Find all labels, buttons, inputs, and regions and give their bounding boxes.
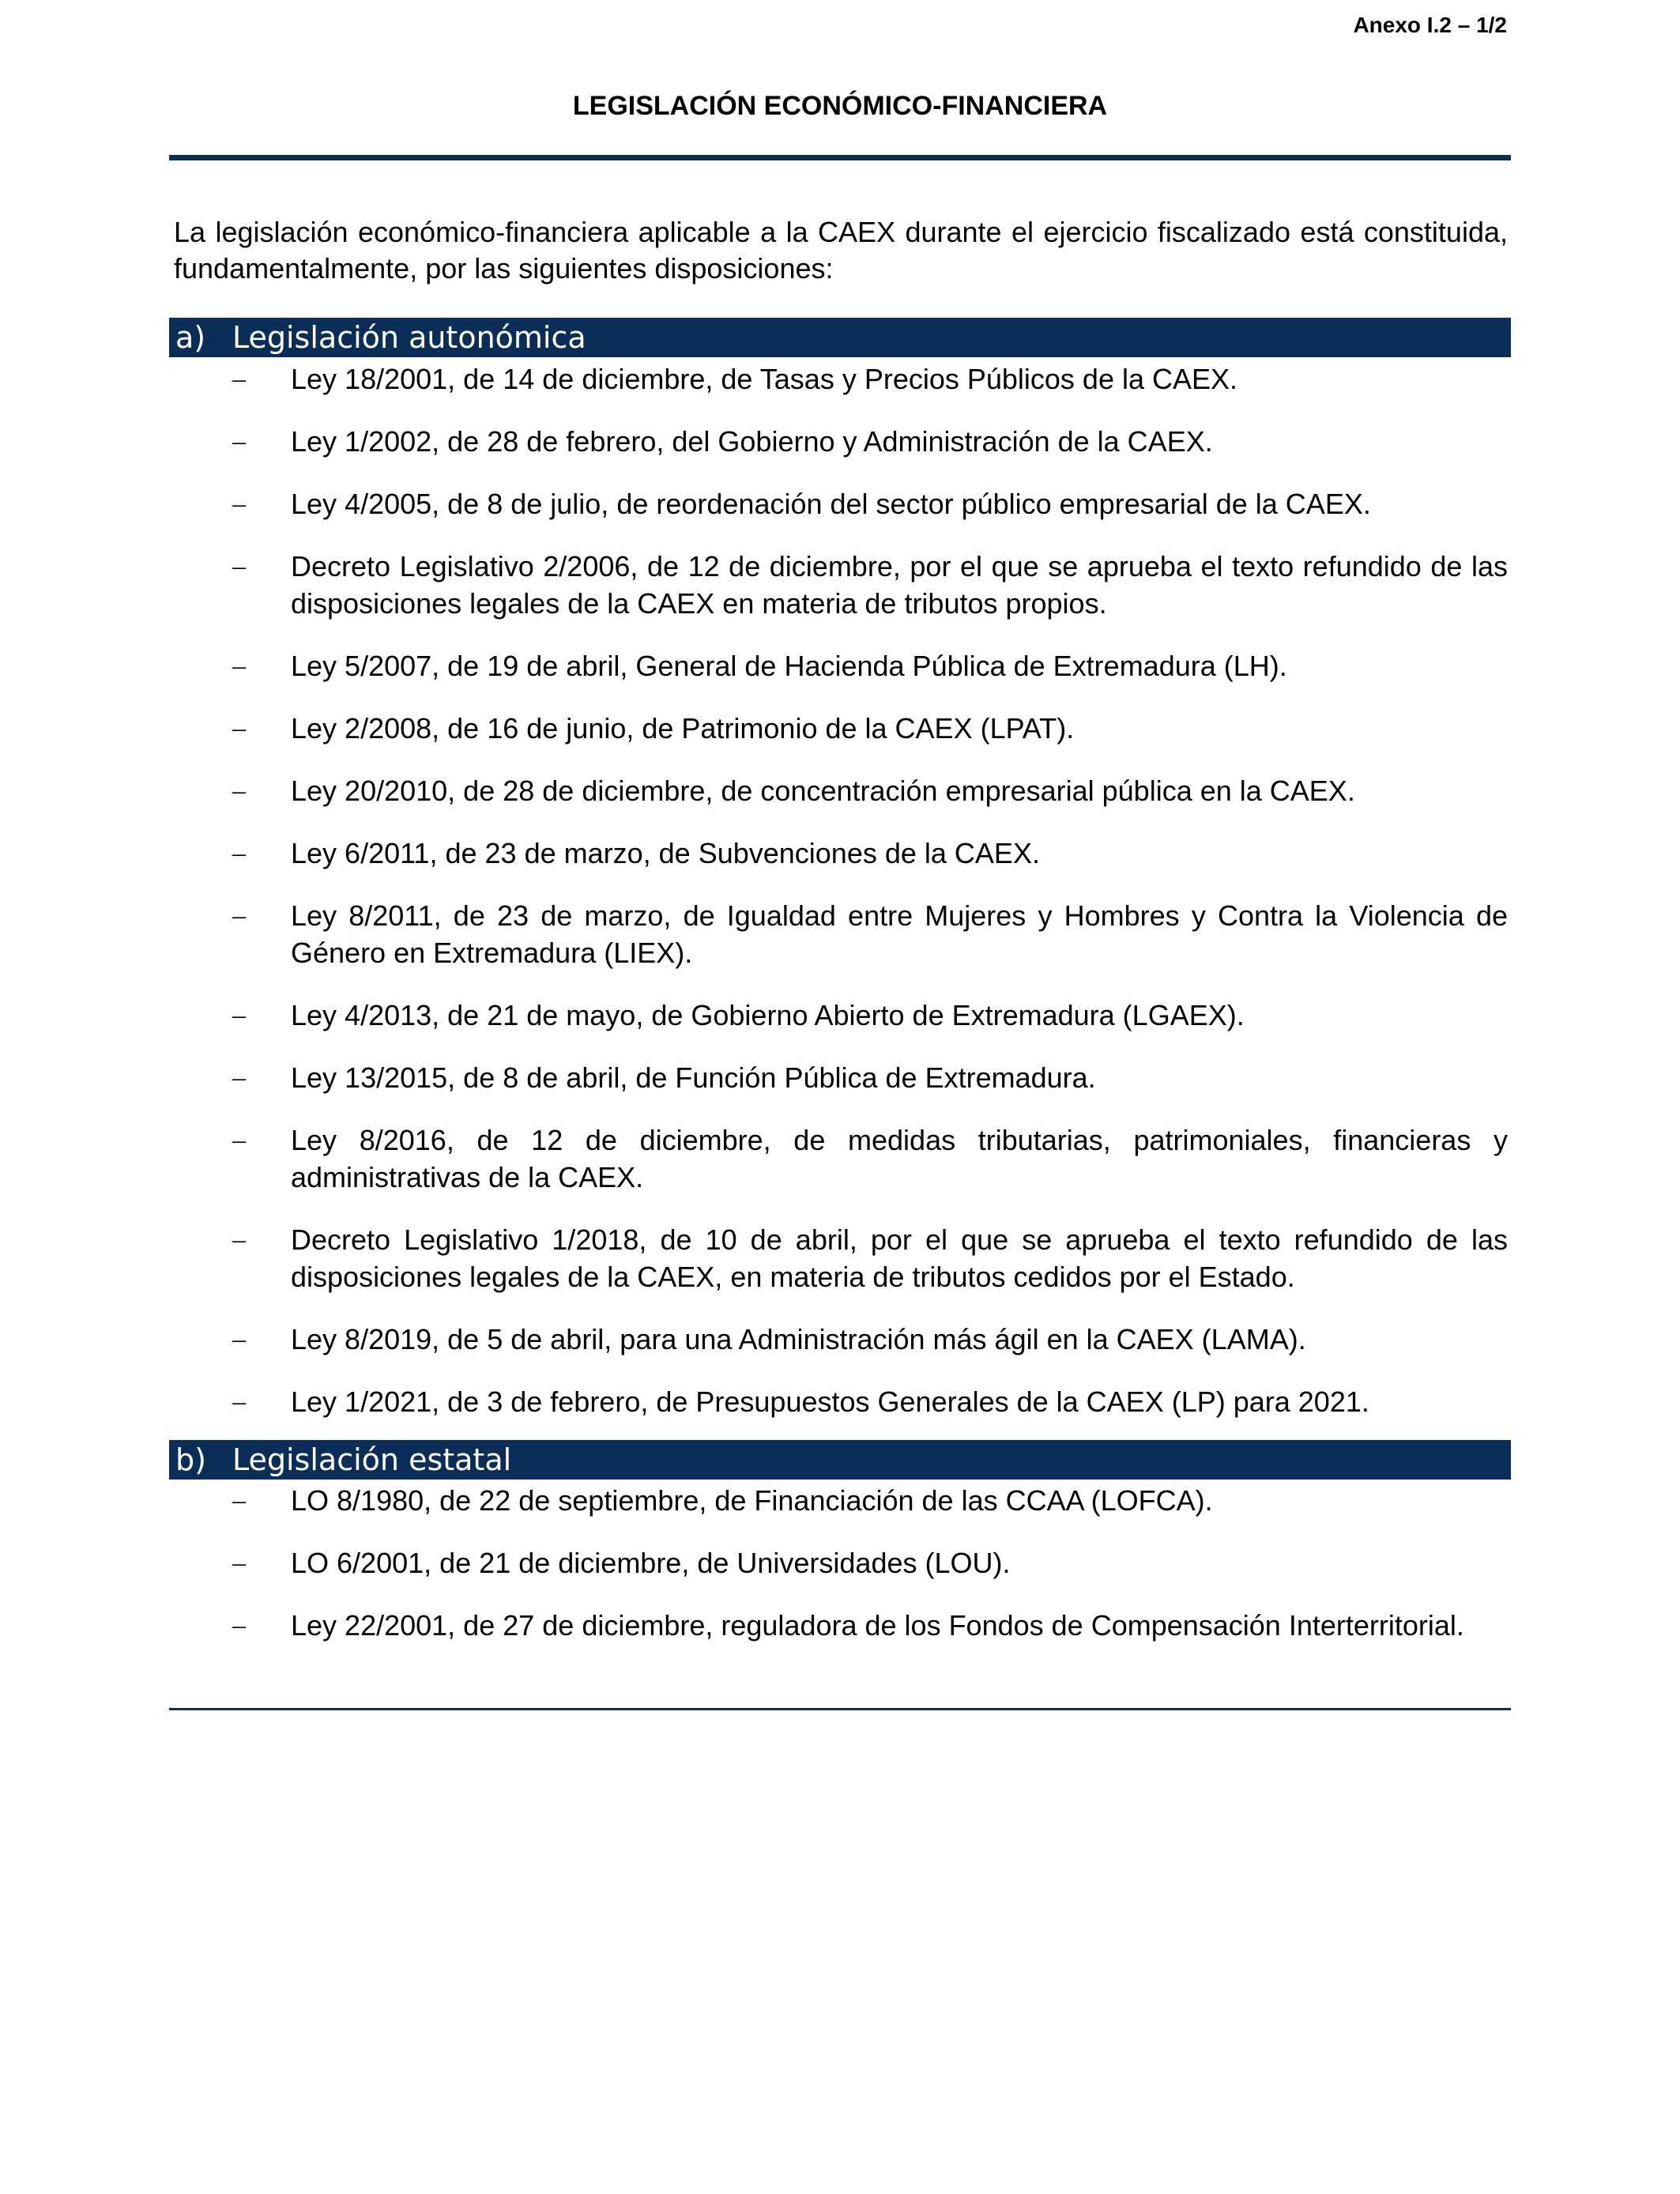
list-item-text: Ley 18/2001, de 14 de diciembre, de Tasas y Precios Públicos de la CAEX.: [291, 363, 1238, 395]
list-item: [229, 1544, 1508, 1581]
list-item-text: LO 6/2001, de 21 de diciembre, de Universidades (LOU).: [291, 1547, 1011, 1579]
list-item-text: Ley 13/2015, de 8 de abril, de Función Pública de Extremadura.: [291, 1061, 1096, 1094]
dash-bullet-icon: –: [232, 1125, 246, 1155]
list-item: [229, 548, 1508, 622]
section-letter: a): [175, 320, 206, 355]
list-item: [229, 360, 1508, 398]
list-estatal: [229, 1482, 1508, 1644]
list-item-text: Ley 1/2021, de 3 de febrero, de Presupuestos Generales de la CAEX (LP) para 2021.: [291, 1385, 1369, 1418]
list-item-text: Ley 4/2013, de 21 de mayo, de Gobierno Abierto de Extremadura (LGAEX).: [291, 999, 1245, 1031]
annex-label: Anexo I.2 – 1/2: [1353, 13, 1507, 37]
list-item: [229, 772, 1508, 809]
dash-bullet-icon: –: [232, 651, 246, 680]
list-item: [229, 1122, 1508, 1196]
list-item-text: Decreto Legislativo 2/2006, de 12 de diciembre, por el que se aprueba el texto refundido de las disposiciones legales de la CAEX en materia de tributos propios.: [291, 550, 1508, 620]
dash-bullet-icon: –: [232, 901, 246, 930]
dash-bullet-icon: –: [232, 839, 246, 868]
list-item: [229, 710, 1508, 747]
list-item: [229, 1321, 1508, 1358]
page-title: LEGISLACIÓN ECONÓMICO-FINANCIERA: [572, 91, 1108, 121]
list-item-text: Ley 8/2016, de 12 de diciembre, de medidas tributarias, patrimoniales, financieras y administrativas de la CAEX.: [291, 1124, 1508, 1193]
dash-bullet-icon: –: [232, 1387, 246, 1416]
list-item: [229, 1383, 1508, 1420]
list-item: [229, 485, 1508, 522]
dash-bullet-icon: –: [232, 427, 246, 456]
list-item: [229, 997, 1508, 1034]
dash-bullet-icon: –: [232, 1063, 246, 1092]
list-item: [229, 1607, 1508, 1644]
bottom-divider: [169, 1708, 1511, 1710]
section-header-estatal: [169, 1440, 1511, 1480]
list-item: [229, 835, 1508, 872]
list-item-text: Ley 8/2011, de 23 de marzo, de Igualdad entre Mujeres y Hombres y Contra la Violencia de Género en Extremadura (LIEX).: [291, 899, 1508, 969]
dash-bullet-icon: –: [232, 714, 246, 743]
dash-bullet-icon: –: [232, 1001, 246, 1030]
list-item-text: Ley 6/2011, de 23 de marzo, de Subvenciones de la CAEX.: [291, 837, 1040, 869]
list-item: [229, 1482, 1508, 1519]
list-item: [229, 423, 1508, 460]
dash-bullet-icon: –: [232, 1611, 246, 1640]
dash-bullet-icon: –: [232, 489, 246, 518]
dash-bullet-icon: –: [232, 552, 246, 581]
list-autonomica: [229, 360, 1508, 1420]
list-item-text: Ley 20/2010, de 28 de diciembre, de concentración empresarial pública en la CAEX.: [291, 775, 1355, 807]
section-header-autonomica: [169, 318, 1511, 357]
list-item-text: Ley 4/2005, de 8 de julio, de reordenación del sector público empresarial de la CAEX.: [291, 488, 1371, 520]
list-item-text: Decreto Legislativo 1/2018, de 10 de abril, por el que se aprueba el texto refundido de las disposiciones legales de la CAEX, en materia de tributos cedidos por el Estado.: [291, 1223, 1508, 1293]
list-item-text: Ley 5/2007, de 19 de abril, General de Hacienda Pública de Extremadura (LH).: [291, 650, 1287, 682]
top-divider: [169, 155, 1511, 160]
section-title: Legislación estatal: [232, 1442, 512, 1477]
list-item: [229, 647, 1508, 684]
section-letter: b): [175, 1442, 206, 1477]
dash-bullet-icon: –: [232, 1225, 246, 1254]
dash-bullet-icon: –: [232, 1325, 246, 1354]
list-item: [229, 897, 1508, 971]
list-item-text: Ley 2/2008, de 16 de junio, de Patrimonio de la CAEX (LPAT).: [291, 712, 1075, 745]
dash-bullet-icon: –: [232, 776, 246, 805]
intro-paragraph: La legislación económico-financiera aplicable a la CAEX durante el ejercicio fiscalizado está constituida, fundamentalmente, por las siguientes disposiciones:: [174, 216, 1508, 285]
list-item: [229, 1059, 1508, 1096]
list-item-text: Ley 22/2001, de 27 de diciembre, reguladora de los Fondos de Compensación Interterritorial.: [291, 1609, 1464, 1642]
list-item-text: Ley 8/2019, de 5 de abril, para una Administración más ágil en la CAEX (LAMA).: [291, 1323, 1306, 1355]
list-item-text: LO 8/1980, de 22 de septiembre, de Financiación de las CCAA (LOFCA).: [291, 1484, 1213, 1517]
dash-bullet-icon: –: [232, 1486, 246, 1515]
list-item-text: Ley 1/2002, de 28 de febrero, del Gobierno y Administración de la CAEX.: [291, 425, 1213, 458]
dash-bullet-icon: –: [232, 1548, 246, 1578]
section-title: Legislación autonómica: [232, 320, 586, 355]
dash-bullet-icon: –: [232, 364, 246, 394]
list-item: [229, 1221, 1508, 1295]
